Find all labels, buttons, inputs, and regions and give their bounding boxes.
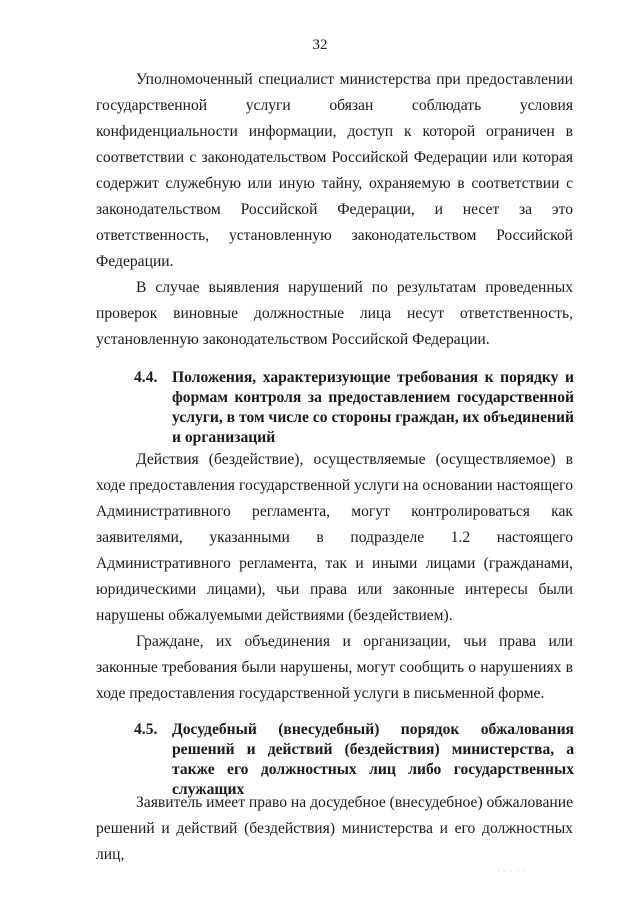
section-4-4-text [96,447,573,707]
page-number: 32 [312,37,328,53]
section-number: 4.5. [134,721,158,738]
section-heading-4-5 [134,720,574,800]
paragraph-confidentiality: Уполномоченный специалист министерства при предоставлении государственной услуги обязан соблюдать условия конфиденциальности информации, доступ к которой ограничен в соответствии с законодательством Российской Федерации или которая содержит служебную или иную тайну, охраняемую в соответствии с законодательством Российской Федерации, и несет за это ответственность, установленную законодательством Российской Федерации. [96,71,573,270]
intro-text-block [96,67,573,353]
paragraph-violations: В случае выявления нарушений по результатам проведенных проверок виновные должностные лица несут ответственность, установленную законодательством Российской Федерации. [96,279,573,348]
scan-artifact-mark: · · · · · [497,867,528,876]
section-heading-4-4 [134,368,574,448]
section-title: Досудебный (внесудебный) порядок обжалования решений и действий (бездействия) министерства, а также его должностных лиц либо государственных служащих [172,721,574,798]
section-title: Положения, характеризующие требования к порядку и формам контроля за предоставлением государственной услуги, в том числе со стороны граждан, их объединений и организаций [172,369,574,446]
paragraph-actions-control: Действия (бездействие), осуществляемые (осуществляемое) в ходе предоставления государственной услуги на основании настоящего Административного регламента, могут контролироваться как заявителями, указанными в подразделе 1.2 настоящего Административного регламента, так и иными лицами (гражданами, юридическими лицами), чьи права или законные интересы были нарушены обжалуемыми действиями (бездействием). [96,451,573,624]
section-number: 4.4. [134,369,158,386]
paragraph-citizens: Граждане, их объединения и организации, чьи права или законные требования были нарушены, могут сообщить о нарушениях в ходе предоставления государственной услуги в письменной форме. [96,633,573,702]
section-4-5-text [96,790,573,868]
paragraph-appeal-right: Заявитель имеет право на досудебное (внесудебное) обжалование решений и действий (бездействия) министерства и его должностных лиц, [96,794,573,863]
